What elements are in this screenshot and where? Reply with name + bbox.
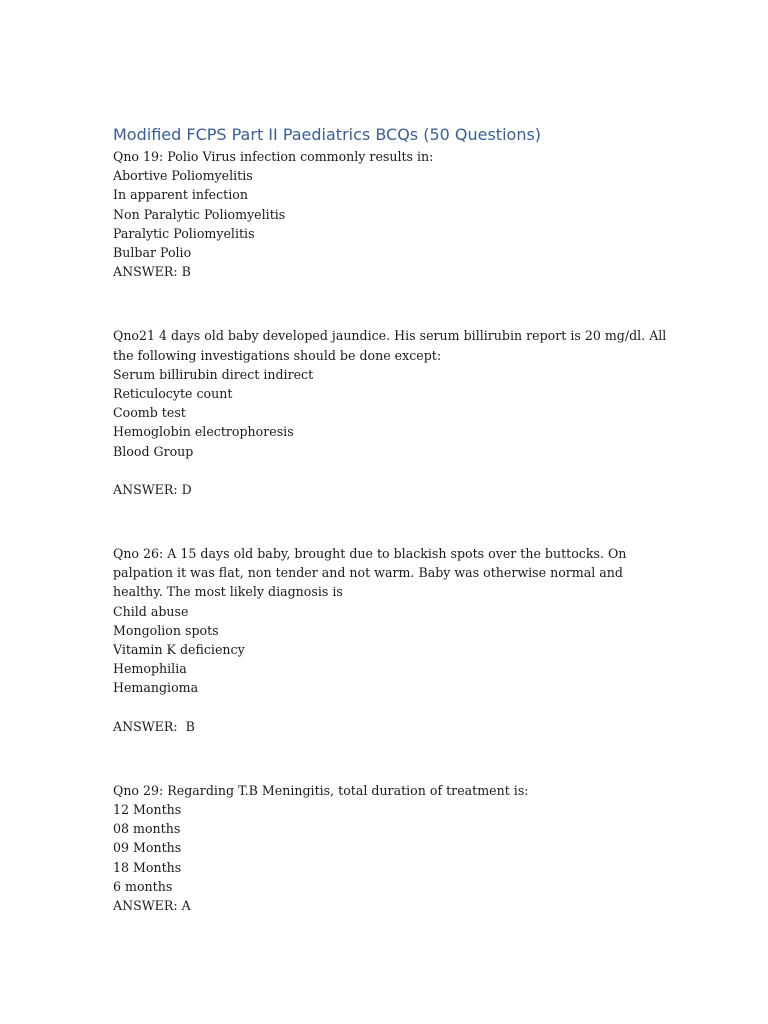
option-e: Blood Group xyxy=(113,443,194,459)
option-c: Vitamin K deficiency xyxy=(113,642,245,658)
question-block-29 xyxy=(113,781,673,915)
spacer xyxy=(113,499,673,544)
option-d: Hemophilia xyxy=(113,661,187,677)
spacer xyxy=(113,698,673,717)
question-block-19 xyxy=(113,147,673,281)
document-title: Modified FCPS Part II Paediatrics BCQs (50 Questions) xyxy=(113,125,542,144)
option-e: Hemangioma xyxy=(113,680,199,696)
option-d: Hemoglobin electrophoresis xyxy=(113,424,294,440)
answer-text: ANSWER: D xyxy=(113,481,192,497)
answer-text: ANSWER: B xyxy=(113,718,195,734)
option-e: 6 months xyxy=(113,878,173,894)
question-block-26 xyxy=(113,544,673,736)
question-text: Qno 26: A 15 days old baby, brought due to blackish spots over the buttocks. On palpation it was flat, non tender and not warm. Baby was otherwise normal and healthy. The most likely diagnosis is xyxy=(113,546,627,600)
option-c: 09 Months xyxy=(113,840,182,856)
option-a: 12 Months xyxy=(113,802,182,818)
option-e: Bulbar Polio xyxy=(113,245,192,261)
answer-text: ANSWER: A xyxy=(113,898,191,914)
option-d: 18 Months xyxy=(113,859,182,875)
option-b: Reticulocyte count xyxy=(113,386,233,402)
spacer xyxy=(113,461,673,480)
option-a: Child abuse xyxy=(113,603,189,619)
spacer xyxy=(113,281,673,326)
question-block-21 xyxy=(113,326,673,499)
question-text: Qno21 4 days old baby developed jaundice. His serum billirubin report is 20 mg/dl. All the following investigations should be done except: xyxy=(113,328,667,363)
answer-text: ANSWER: B xyxy=(113,264,191,280)
option-c: Non Paralytic Poliomyelitis xyxy=(113,206,286,222)
question-text: Qno 29: Regarding T.B Meningitis, total duration of treatment is: xyxy=(113,782,529,798)
option-a: Abortive Poliomyelitis xyxy=(113,168,253,184)
option-c: Coomb test xyxy=(113,405,186,421)
spacer xyxy=(113,736,673,781)
option-d: Paralytic Poliomyelitis xyxy=(113,225,255,241)
question-text: Qno 19: Polio Virus infection commonly results in: xyxy=(113,149,434,164)
option-b: Mongolion spots xyxy=(113,622,219,638)
document-page xyxy=(113,124,673,915)
option-a: Serum billirubin direct indirect xyxy=(113,366,314,382)
option-b: In apparent infection xyxy=(113,187,248,203)
option-b: 08 months xyxy=(113,821,181,837)
